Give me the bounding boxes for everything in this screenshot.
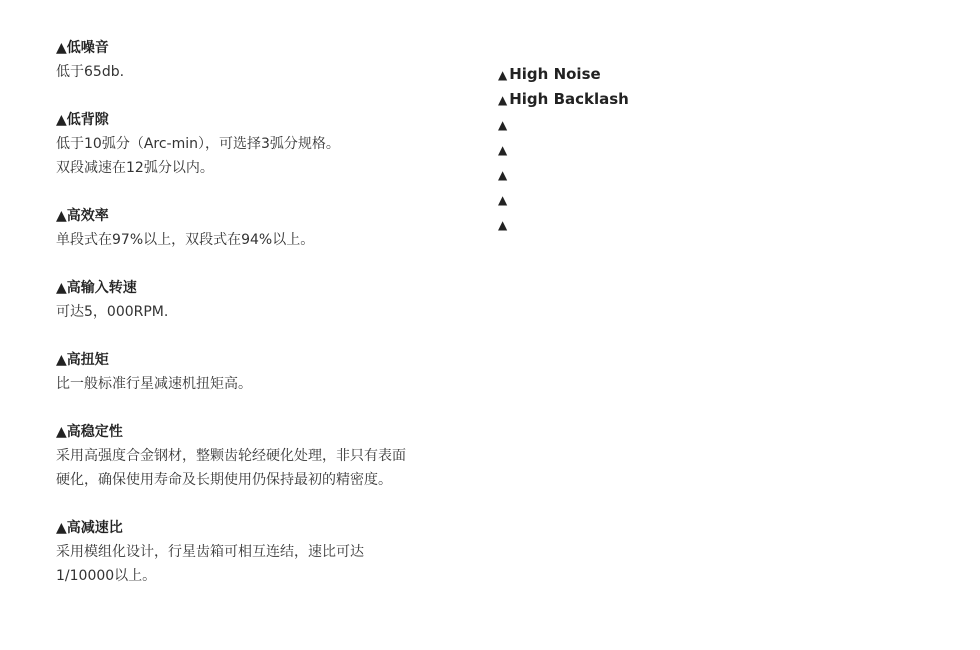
cn-feature-title: ▲高输入转速 [56,280,137,296]
en-feature-title-text: High Noise [509,65,601,83]
en-feature-title [498,62,948,87]
cn-feature-high-reduction-ratio [56,516,456,588]
cn-feature-body: 采用模组化设计，行星齿箱可相互连结，速比可达 1/10000以上。 [56,544,364,584]
cn-feature-title: ▲低噪音 [56,40,109,56]
en-feature-low-backlash [498,87,948,112]
cn-feature-body: 单段式在97%以上，双段式在94%以上。 [56,232,315,248]
cn-feature-low-noise [56,36,456,84]
cn-feature-body: 低于10弧分（Arc-min），可选择3弧分规格。 双段减速在12弧分以内。 [56,136,340,176]
en-feature-high-efficiency [498,112,948,137]
triangle-bullet-icon: ▲ [498,218,508,232]
cn-feature-title: ▲高减速比 [56,520,123,536]
en-feature-high-reduction-ratio [498,212,948,237]
triangle-bullet-icon: ▲ [498,143,508,157]
chinese-feature-list [56,36,456,612]
cn-feature-high-efficiency [56,204,456,252]
en-feature-low-noise [498,62,948,87]
triangle-bullet-icon: ▲ [498,118,508,132]
en-feature-title [498,112,948,137]
cn-feature-body: 采用高强度合金钢材，整颗齿轮经硬化处理，非只有表面 硬化，确保使用寿命及长期使用仍保持最初的精密度。 [56,448,406,488]
en-feature-title [498,187,948,212]
en-feature-title [498,87,948,112]
triangle-bullet-icon: ▲ [498,168,508,182]
cn-feature-high-input-speed [56,276,456,324]
en-feature-high-input-speed [498,137,948,162]
english-feature-list [498,62,948,237]
cn-feature-high-stability [56,420,456,492]
en-feature-high-torque [498,162,948,187]
cn-feature-low-backlash [56,108,456,180]
en-feature-high-stability [498,187,948,212]
en-feature-title [498,162,948,187]
cn-feature-high-torque [56,348,456,396]
cn-feature-body: 可达5，000RPM. [56,304,169,320]
cn-feature-title: ▲高扭矩 [56,352,109,368]
triangle-bullet-icon: ▲ [498,68,508,82]
cn-feature-title: ▲低背隙 [56,112,109,128]
cn-feature-title: ▲高稳定性 [56,424,123,440]
cn-feature-body: 比一般标准行星减速机扭矩高。 [56,376,252,392]
en-feature-title [498,137,948,162]
cn-feature-body: 低于65db. [56,64,125,80]
cn-feature-title: ▲高效率 [56,208,109,224]
triangle-bullet-icon: ▲ [498,93,508,107]
en-feature-title-text: High Backlash [509,90,629,108]
triangle-bullet-icon: ▲ [498,193,508,207]
en-feature-title [498,212,948,237]
